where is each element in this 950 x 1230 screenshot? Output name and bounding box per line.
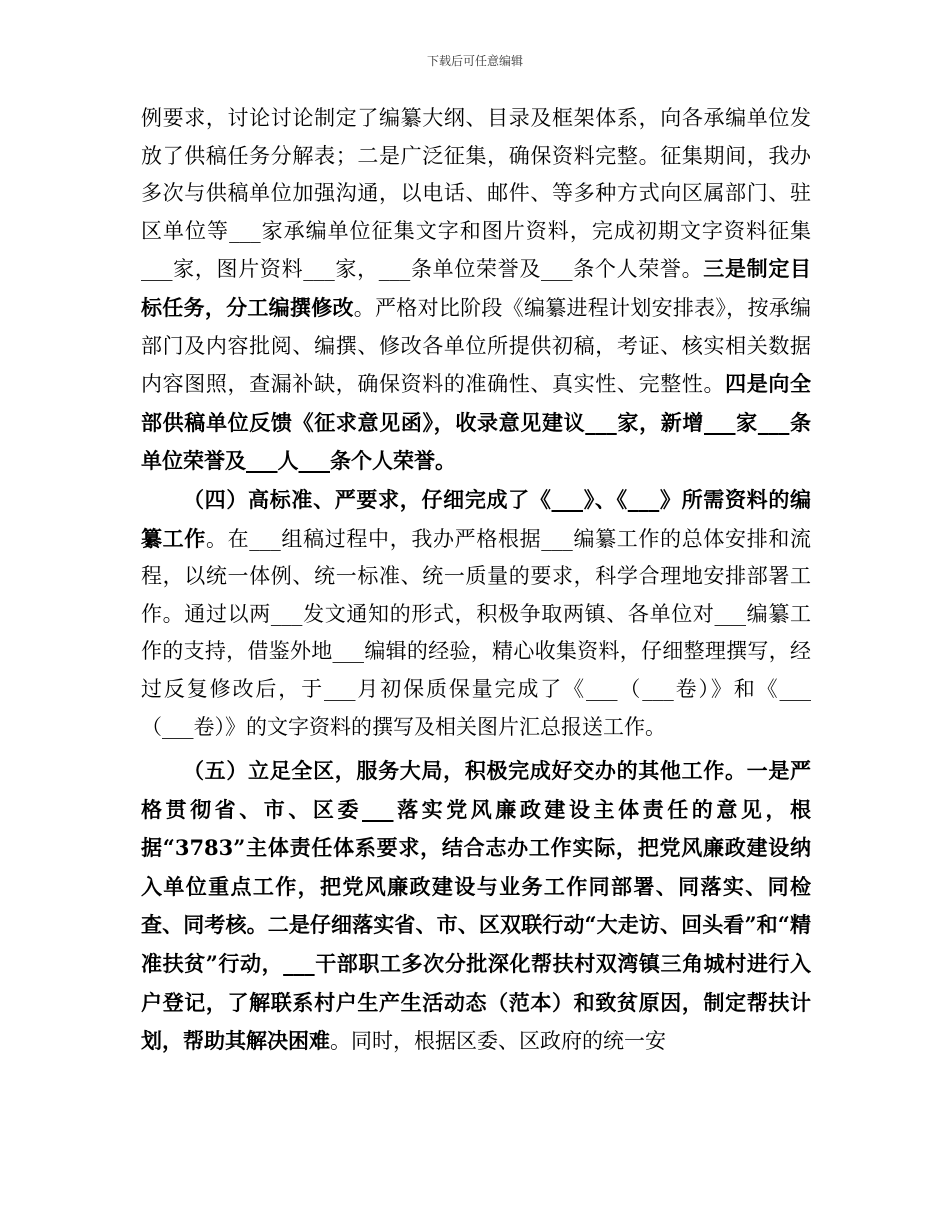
page-header: 下载后可任意编辑 — [426, 54, 523, 68]
paragraph-2-heading: （四）高标准、严要求，仔细完成了《___》、《___》所需资料的编纂工作 — [141, 486, 811, 551]
paragraph-2-text: 。在___组稿过程中，我办严格根据___编纂工作的总体安排和流程，以统一体例、统一标准、统一质量的要求，科学合理地安排部署工作。通过以两___发文通知的形式，积极争取两镇、各单位对___编纂工作的支持，借鉴外地___编辑的经验，精心收集资料，仔细整理撰写，经过反复修改后，于___月初保质保量完成了《___（___卷）》和《___（___卷）》的文字资料的撰写及相关图片汇总报送工作。 — [141, 526, 812, 739]
paragraph-1-text: 例要求，讨论讨论制定了编纂大纲、目录及框架体系，向各承编单位发放了供稿任务分解表；二是广泛征集，确保资料完整。征集期间，我办多次与供稿单位加强沟通，以电话、邮件、等多种方式向区属部门、驻区单位等___家承编单位征集文字和图片资料，完成初期文字资料征集___家，图片资料___家，___条单位荣誉及___条个人荣誉。 — [141, 106, 811, 282]
paragraph-3 — [141, 752, 811, 1061]
paragraph-1 — [141, 100, 811, 481]
paragraph-1-text-2: 。严格对比阶段《编纂进程计划安排表》，按承编部门及内容批阅、编撰、修改各单位所提供初稿，考证、核实相关数据内容图照，查漏补缺，确保资料的准确性、真实性、完整性。 — [141, 295, 812, 397]
paragraph-3-heading: （五）立足全区，服务大局，积极完成好交办的其他工作。一是严格贯彻省、市、区委___落实党风廉政建设主体责任的意见，根据“3783”主体责任体系要求，结合志办工作实际，把党风廉政建设纳入单位重点工作，把党风廉政建设与业务工作同部署、同落实、同检查、同考核。二是仔细落实省、市、区双联行动“大走访、回头看”和“精准扶贫”行动，___干部职工多次分批深化帮扶村双湾镇三角城村进行入户登记，了解联系村户生产生活动态（范本）和致贫原因，制定帮扶计划，帮助其解决困难 — [141, 758, 811, 1054]
paragraph-3-text: 。同时，根据区委、区政府的统一安 — [330, 1029, 666, 1054]
paragraph-1-bold-heading-4: 四是向全部供稿单位反馈《征求意见函》，收录意见建议___家，新增___家___条单位荣誉及___人___条个人荣誉。 — [141, 371, 812, 474]
paragraph-1-bold-heading-3: 三是制定目标任务，分工编撰修改 — [141, 256, 812, 320]
paragraph-2 — [141, 481, 811, 746]
document-body — [141, 100, 811, 1061]
